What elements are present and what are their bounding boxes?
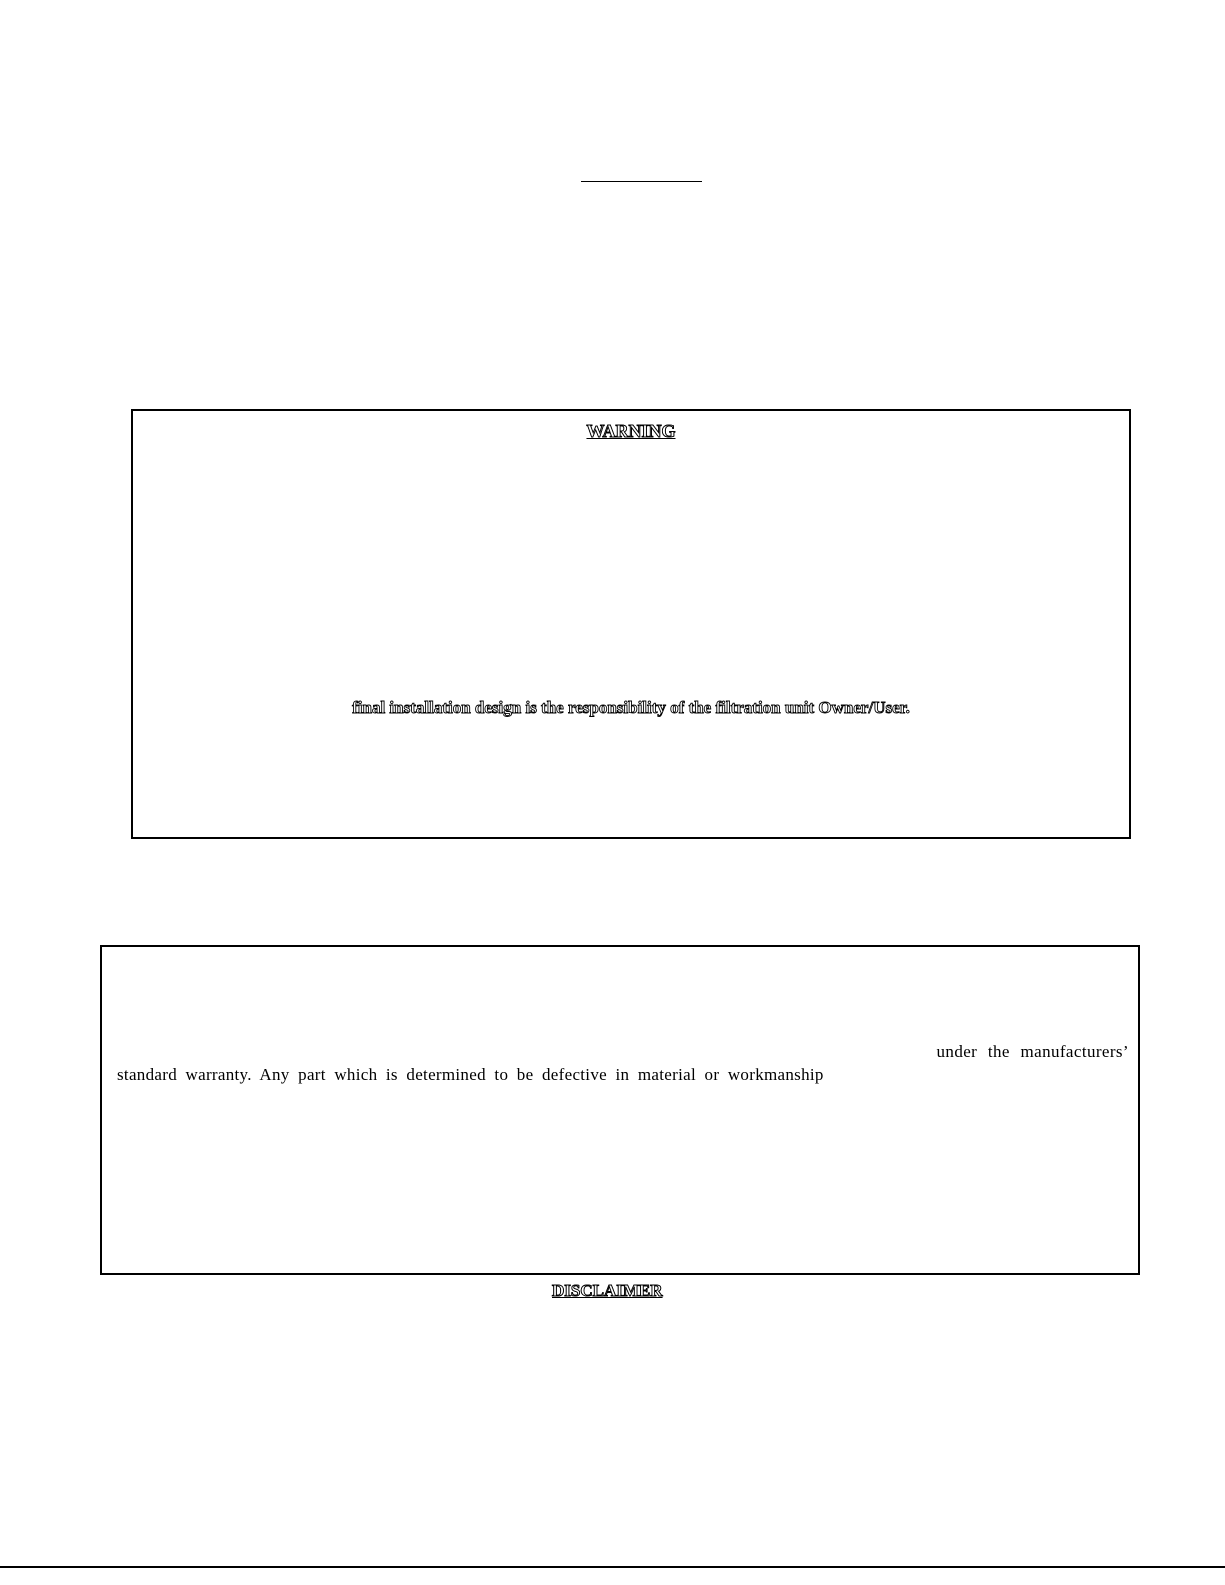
warning-box [131,409,1131,839]
warranty-box [100,945,1140,1275]
page-bottom-rule [0,1566,1225,1568]
warranty-text-line-2: standard warranty. Any part which is determined to be defective in material or workmanship [117,1065,824,1084]
warranty-text-line-1: under the manufacturers’ [936,1042,1129,1061]
disclaimer-heading: DISCLAIMER [552,1281,663,1300]
warning-text: final installation design is the responsibility of the filtration unit Owner/User. [352,698,910,717]
warning-heading: WARNING [586,421,676,441]
top-title-underline [581,181,702,182]
